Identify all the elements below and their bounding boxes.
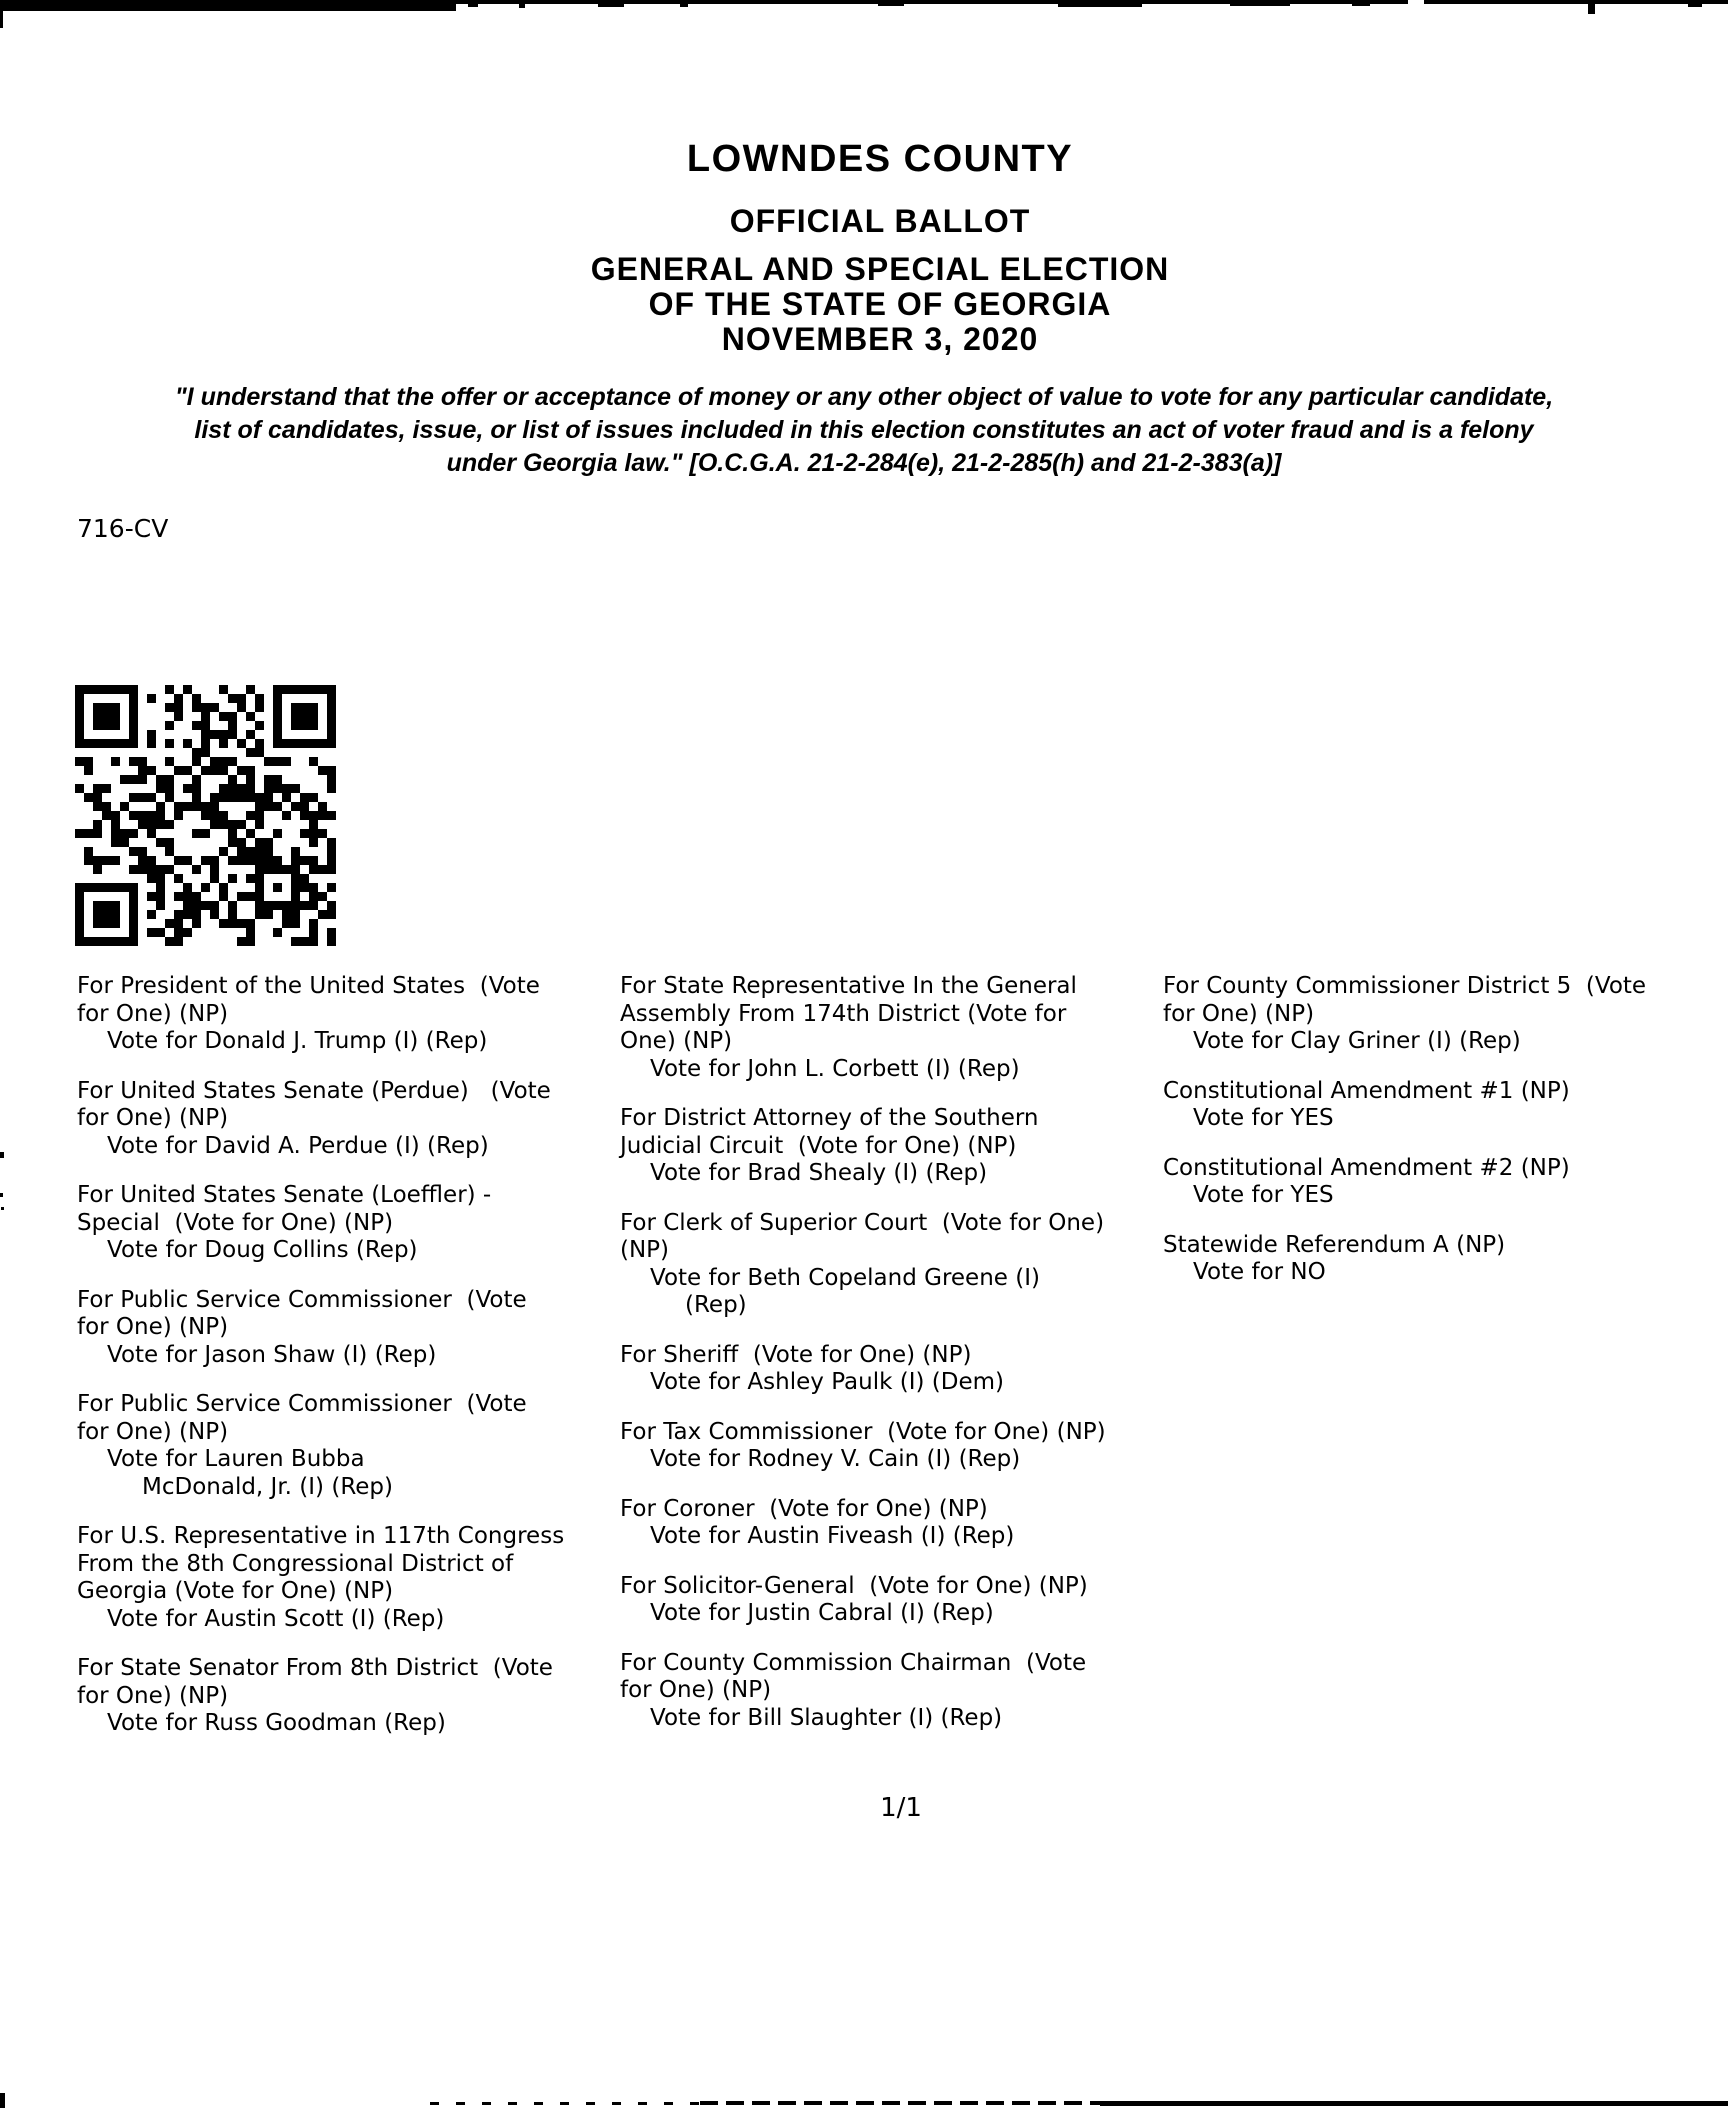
ballot-column-1 <box>77 973 617 1760</box>
vote-selection-line: McDonald, Jr. (I) (Rep) <box>142 1473 393 1500</box>
disclaimer-line: under Georgia law." [O.C.G.A. 21-2-284(e), 21-2-285(h) and 21-2-383(a)] <box>446 449 1282 477</box>
scan-bottom-line <box>1100 2101 1728 2106</box>
scan-tick <box>878 0 904 6</box>
contest-title-line: For President of the United States (Vote <box>77 973 540 999</box>
contest-title-line: For District Attorney of the Southern <box>620 1105 1039 1131</box>
ballot-contest <box>620 1342 1160 1397</box>
election-date: NOVEMBER 3, 2020 <box>721 321 1039 357</box>
scan-tick <box>1352 0 1370 6</box>
vote-selection-line: Vote for Ashley Paulk (I) (Dem) <box>650 1369 1004 1395</box>
ballot-type-title: OFFICIAL BALLOT <box>729 203 1031 239</box>
scan-tick <box>1688 0 1702 7</box>
contest-title-line: For Sheriff (Vote for One) (NP) <box>620 1341 972 1368</box>
contest-title-line: For State Representative In the General <box>620 973 1077 999</box>
contest-title-line: For County Commission Chairman (Vote <box>620 1649 1087 1676</box>
contest-title-line: For Coroner (Vote for One) (NP) <box>620 1495 988 1522</box>
contest-title-line: for One) (NP) <box>620 1677 772 1703</box>
contest-title-line: For United States Senate (Perdue) (Vote <box>77 1077 551 1104</box>
vote-selection-line: Vote for Jason Shaw (I) (Rep) <box>107 1341 437 1368</box>
contest-title-line: For United States Senate (Loeffler) - <box>77 1182 492 1208</box>
vote-selection-line: (Rep) <box>685 1292 747 1318</box>
ballot-style-code: 716-CV <box>77 514 169 543</box>
ballot-contest <box>77 1655 617 1738</box>
vote-selection-line: Vote for Donald J. Trump (I) (Rep) <box>107 1028 488 1054</box>
contest-title-line: Statewide Referendum A (NP) <box>1163 1231 1506 1258</box>
scan-tick <box>680 0 688 7</box>
contest-title-line: Assembly From 174th District (Vote for <box>620 1000 1067 1027</box>
ballot-contest <box>77 1391 617 1501</box>
contest-title-line: For Solicitor-General (Vote for One) (NP) <box>620 1572 1088 1599</box>
vote-selection-line: Vote for Doug Collins (Rep) <box>107 1237 418 1263</box>
ballot-contest <box>620 1573 1160 1628</box>
scan-tick <box>519 0 525 8</box>
scan-tick <box>1230 0 1290 6</box>
election-title-line2: OF THE STATE OF GEORGIA <box>648 286 1112 322</box>
scan-speckle <box>0 1152 4 1158</box>
vote-selection-line: Vote for Russ Goodman (Rep) <box>107 1710 446 1736</box>
ballot-contest <box>1163 1078 1728 1133</box>
contest-title-line: for One) (NP) <box>77 1000 229 1027</box>
county-title: LOWNDES COUNTY <box>686 138 1074 180</box>
contest-title-line: Constitutional Amendment #1 (NP) <box>1163 1077 1570 1104</box>
ballot-contest <box>77 1523 617 1633</box>
vote-selection-line: Vote for Austin Scott (I) (Rep) <box>107 1605 445 1632</box>
contest-title-line: for One) (NP) <box>77 1105 229 1131</box>
contest-title-line: Constitutional Amendment #2 (NP) <box>1163 1154 1570 1181</box>
vote-selection-line: Vote for Lauren Bubba <box>107 1446 365 1472</box>
vote-selection-line: Vote for Justin Cabral (I) (Rep) <box>650 1600 994 1626</box>
ballot-contest <box>77 973 617 1056</box>
contest-title-line: for One) (NP) <box>77 1682 229 1709</box>
qr-code-image <box>75 685 336 946</box>
ballot-contest <box>77 1182 617 1265</box>
vote-selection-line: Vote for NO <box>1193 1259 1326 1285</box>
scan-top-bar <box>0 0 456 11</box>
contest-title-line: Special (Vote for One) (NP) <box>77 1209 394 1236</box>
contest-title-line: for One) (NP) <box>77 1314 229 1340</box>
scan-speckle <box>1 1207 4 1210</box>
contest-title-line: One) (NP) <box>620 1028 733 1054</box>
ballot-column-2 <box>620 973 1160 1754</box>
ballot-contest <box>1163 1232 1728 1287</box>
vote-selection-line: Vote for YES <box>1193 1105 1334 1131</box>
scan-tick <box>598 0 624 7</box>
contest-title-line: For U.S. Representative in 117th Congress <box>77 1523 565 1549</box>
vote-selection-line: Vote for Beth Copeland Greene (I) <box>650 1264 1040 1291</box>
scan-tick <box>1058 0 1142 7</box>
contest-title-line: For Clerk of Superior Court (Vote for One) <box>620 1209 1105 1236</box>
scan-bottom-dashes <box>430 2102 700 2105</box>
vote-selection-line: Vote for Clay Griner (I) (Rep) <box>1193 1028 1521 1054</box>
ballot-contest <box>620 1650 1160 1733</box>
contest-title-line: (NP) <box>620 1237 670 1263</box>
contest-title-line: for One) (NP) <box>1163 1000 1315 1027</box>
scan-tick <box>468 0 478 7</box>
ballot-contest <box>1163 973 1728 1056</box>
scan-corner-mark <box>0 2093 5 2108</box>
vote-selection-line: Vote for Brad Shealy (I) (Rep) <box>650 1160 988 1186</box>
ballot-contest <box>620 973 1160 1083</box>
election-title-line1: GENERAL AND SPECIAL ELECTION <box>590 251 1170 287</box>
disclaimer-line: list of candidates, issue, or list of issues included in this election constitutes an act of voter fraud and is a felony <box>194 416 1534 444</box>
vote-selection-line: Vote for Austin Fiveash (I) (Rep) <box>650 1523 1015 1549</box>
ballot-column-3 <box>1163 973 1728 1309</box>
ballot-contest <box>620 1496 1160 1551</box>
contest-title-line: for One) (NP) <box>77 1418 229 1445</box>
contest-title-line: For Public Service Commissioner (Vote <box>77 1286 527 1313</box>
scan-gap <box>1408 0 1424 5</box>
contest-title-line: For State Senator From 8th District (Vote <box>77 1655 553 1681</box>
voter-fraud-disclaimer <box>0 381 1728 480</box>
vote-selection-line: Vote for Bill Slaughter (I) (Rep) <box>650 1704 1003 1731</box>
vote-selection-line: Vote for John L. Corbett (I) (Rep) <box>650 1055 1020 1082</box>
ballot-contest <box>620 1105 1160 1188</box>
vote-selection-line: Vote for YES <box>1193 1182 1334 1208</box>
scan-speckle <box>0 1193 3 1197</box>
contest-title-line: For County Commissioner District 5 (Vote <box>1163 973 1647 999</box>
vote-selection-line: Vote for David A. Perdue (I) (Rep) <box>107 1132 489 1159</box>
vote-selection-line: Vote for Rodney V. Cain (I) (Rep) <box>650 1446 1021 1472</box>
contest-title-line: For Tax Commissioner (Vote for One) (NP) <box>620 1418 1106 1445</box>
ballot-contest <box>77 1078 617 1161</box>
ballot-contest <box>1163 1155 1728 1210</box>
contest-title-line: From the 8th Congressional District of <box>77 1550 514 1577</box>
page-number: 1/1 <box>880 1793 922 1823</box>
disclaimer-line: "I understand that the offer or acceptance of money or any other object of value to vote for any particular candidate, <box>174 383 1554 411</box>
scan-tick <box>1588 0 1595 14</box>
contest-title-line: For Public Service Commissioner (Vote <box>77 1391 527 1417</box>
ballot-contest <box>620 1419 1160 1474</box>
scan-bottom-dashes <box>700 2101 1100 2105</box>
ballot-contest <box>77 1287 617 1370</box>
contest-title-line: Judicial Circuit (Vote for One) (NP) <box>620 1132 1017 1159</box>
ballot-contest <box>620 1210 1160 1320</box>
scan-left-tick <box>0 0 3 28</box>
contest-title-line: Georgia (Vote for One) (NP) <box>77 1578 394 1604</box>
